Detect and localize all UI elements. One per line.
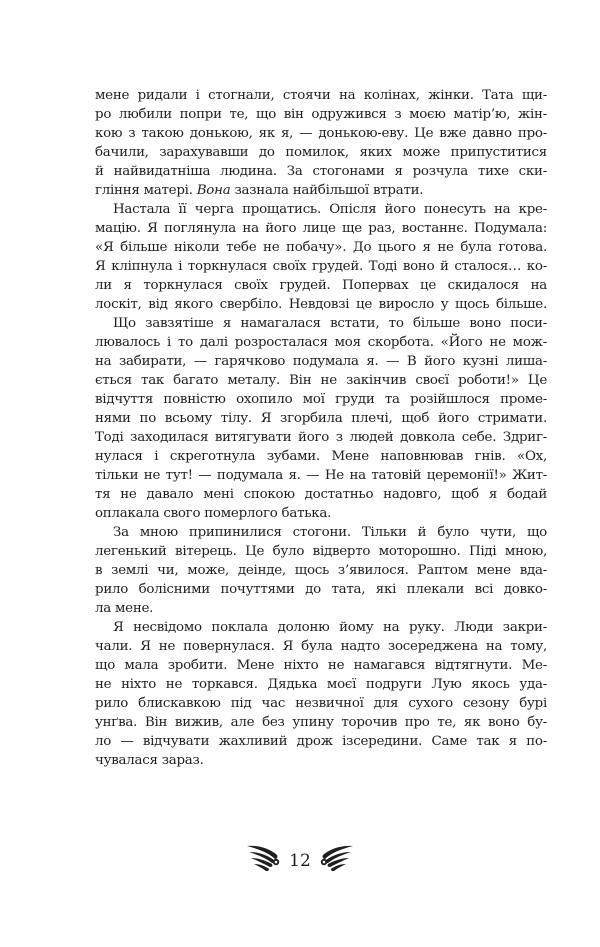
text-line: що мала зробити. Мене ніхто не намагався відтягнути. Ме- [95, 658, 547, 673]
text-line: тя не давало мені спокою достатньо надовго, щоб я бодай [95, 487, 547, 502]
text-line: унґва. Він вижив, але без упину торочив про те, як воно бу- [95, 715, 547, 730]
wing-right-icon [317, 843, 355, 873]
paragraph [95, 523, 547, 618]
text-line: Що завзятіше я намагалася встати, то більше воно поси- [113, 316, 547, 331]
text-line: ється так багато металу. Він не закінчив своєї роботи!» Це [95, 373, 547, 388]
text-line: лоскіт, від якого свербіло. Невдовзі це виросло у щось більше. [95, 297, 547, 312]
text-line: «Я більше ніколи тебе не побачу». До цього я не була готова. [95, 240, 547, 255]
page-number: 12 [289, 851, 311, 871]
text-line: ро любили попри те, що він одружився з моєю матір’ю, жін- [95, 107, 547, 122]
paragraph [95, 314, 547, 523]
text-line: в землі чи, може, деінде, щось з’явилося. Раптом мене вда- [95, 563, 547, 578]
text-line: рило блискавкою під час незвичної для сухого сезону бурі [95, 696, 547, 711]
text-line: відчуття повністю охопило мої груди та розійшлося проме- [95, 392, 547, 407]
text-line: нями по всьому тілу. Я згорбила плечі, щоб його стримати. [95, 411, 547, 426]
text-line [95, 181, 547, 200]
text-line: ли я торкнулася своїх грудей. Попервах це скидалося на [95, 278, 547, 293]
text-line: тільки не тут! — подумала я. — Не на татовій церемонії!» Жит- [95, 468, 547, 483]
body-text [95, 86, 547, 770]
paragraph [95, 86, 547, 200]
text-line: бачили, зарахувавши до помилок, яких може припуститися [95, 145, 547, 160]
text-line: чали. Я не повернулася. Я була надто зосереджена на тому, [95, 639, 547, 654]
text-line: оплакала свого померлого батька. [95, 506, 332, 521]
emphasis-text: Вона [196, 183, 231, 198]
text-line: Тоді заходилася витягувати його з людей довкола себе. Здриг- [95, 430, 547, 445]
text-line: лювалось і то далі розросталася моя скорбота. «Його не мож- [95, 335, 547, 350]
text-line: мацію. Я поглянула на його лице ще раз, востаннє. Подумала: [95, 221, 547, 236]
text-segment: гління матері. [95, 183, 197, 198]
page-footer [0, 838, 600, 878]
text-line: мене ридали і стогнали, стоячи на колінах, жінки. Тата щи- [95, 88, 547, 103]
text-line: Я кліпнула і торкнулася своїх грудей. Тоді воно й сталося… ко- [95, 259, 547, 274]
text-line: на забирати, — гарячково подумала я. — В його кузні лиша- [95, 354, 547, 369]
text-line: легенький вітерець. Це було відверто моторошно. Піді мною, [95, 544, 547, 559]
text-line: ло — відчувати жахливий дрож ізсередини. Саме так я по- [95, 734, 547, 749]
text-line: нулася і скреготнула зубами. Мене наповнював гнів. «Ох, [95, 449, 547, 464]
text-line: ла мене. [95, 601, 154, 616]
text-line: За мною припинилися стогони. Тільки й було чути, що [113, 525, 547, 540]
text-line: Я несвідомо поклала долоню йому на руку. Люди закри- [113, 620, 547, 635]
paragraph [95, 618, 547, 770]
text-line: не ніхто не торкався. Дядька моєї подруги Лую якось уда- [95, 677, 547, 692]
text-line: й найвидатніша людина. За стогонами я розчула тихе ски- [95, 164, 547, 179]
text-line: рило болісними почуттями до тата, які плекали всі довко- [95, 582, 547, 597]
text-segment: зазнала найбільшої втрати. [230, 183, 424, 198]
text-line: Настала її черга прощатись. Опісля його понесуть на кре- [113, 202, 547, 217]
wing-left-icon [245, 843, 283, 873]
text-line: чувалася зараз. [95, 753, 204, 768]
text-line: кою з такою донькою, як я, — донькою-еву. Це вже давно про- [95, 126, 547, 141]
paragraph [95, 200, 547, 314]
